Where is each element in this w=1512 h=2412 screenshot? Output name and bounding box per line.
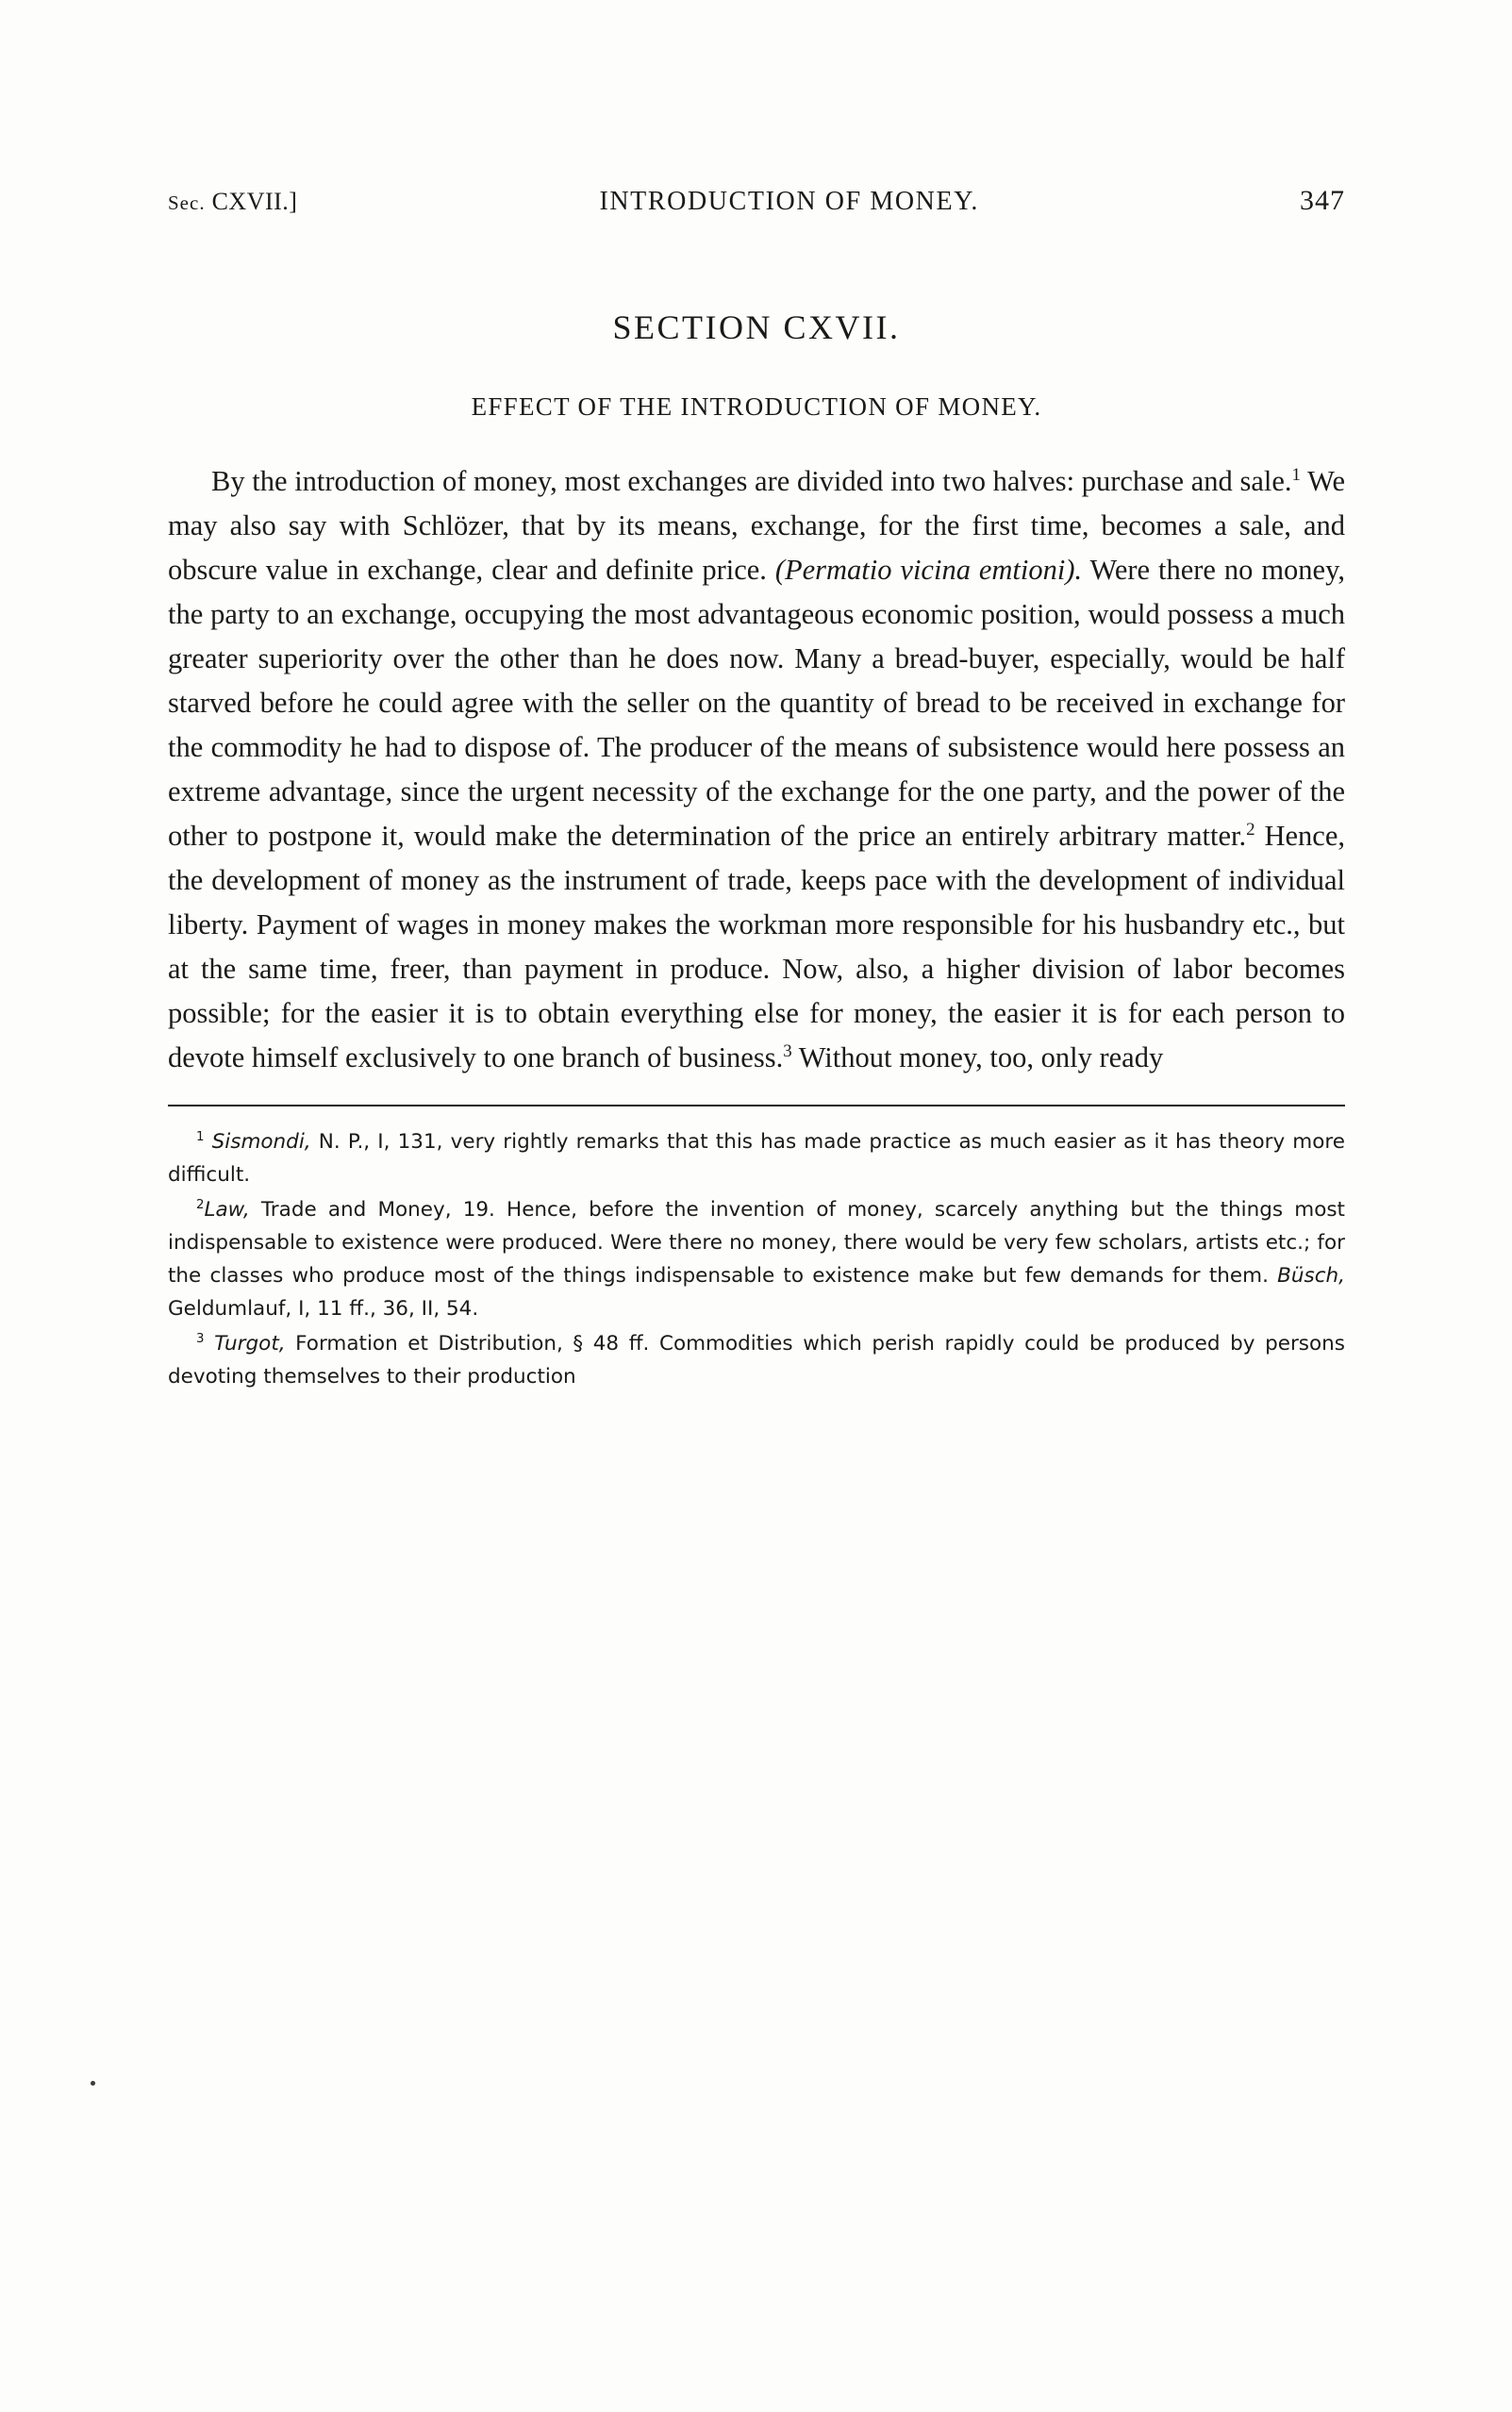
footnote-author-2: Law, <box>204 1198 250 1222</box>
page-number: 347 <box>1300 185 1345 216</box>
latin-phrase: (Permatio vicina emtioni). <box>774 554 1083 586</box>
footnote-ref-3[interactable]: 3 <box>783 1040 792 1061</box>
section-subtitle: EFFECT OF THE INTRODUCTION OF MONEY. <box>471 392 1042 421</box>
footnotes-block <box>168 1125 1345 1393</box>
footnote-item <box>168 1193 1345 1325</box>
footnote-marker-2: 2 <box>196 1197 205 1212</box>
footnote-author-1: Sismondi, <box>211 1130 311 1154</box>
body-text-part-1: By the introduction of money, most exchanges are divided into two halves: purchase and sale. <box>211 465 1292 497</box>
body-text-part-3: Were there no money, the party to an exchange, occupying the most advantageous economic position, would possess a much greater superiority over the other than he does now. Many a bread-buyer, especially, would be half starved before he could agree with the seller on the quantity of bread to be received in exchange for the commodity he had to dispose of. The producer of the means of subsistence would here possess an extreme advantage, since the urgent necessity of the exchange for the one party, and the power of the other to postpone it, would make the determination of the price an entirely arbitrary matter. <box>168 554 1345 852</box>
section-title: SECTION CXVII. <box>612 308 901 346</box>
running-head-title: INTRODUCTION OF MONEY. <box>599 187 980 216</box>
running-head-left <box>168 188 297 216</box>
body-text-part-4: Hence, the development of money as the instrument of trade, keeps pace with the development of individual liberty. Payment of wages in money makes the workman more responsible for his husbandry etc., but at the same time, freer, than payment in produce. Now, also, a higher division of labor becomes possible; for the easier it is to obtain everything else for money, the easier it is for each person to devote himself exclusively to one branch of business. <box>168 820 1345 1073</box>
footnote-divider <box>168 1105 1345 1106</box>
body-paragraph <box>168 459 1345 1080</box>
footnote-text-2b: Geldumlauf, I, 11 ff., 36, II, 54. <box>168 1297 479 1321</box>
footnote-author-2b: Büsch, <box>1277 1264 1345 1288</box>
stray-ink-mark <box>91 2081 95 2086</box>
footnote-author-3: Turgot, <box>214 1332 286 1356</box>
footnote-ref-1[interactable]: 1 <box>1291 464 1301 485</box>
body-text-part-2: We may also say with Schlözer, that by its means, exchange, for the first time, becomes a sale, and obscure value in exchange, clear and definite price. <box>168 465 1345 586</box>
footnote-marker-1: 1 <box>196 1129 205 1144</box>
footnote-marker-3: 3 <box>196 1331 205 1346</box>
page-content <box>168 185 1345 1395</box>
footnote-item <box>168 1327 1345 1393</box>
running-head <box>168 185 1345 217</box>
footnote-text-3: Formation et Distribution, § 48 ff. Commodities which perish rapidly could be produced by persons devoting themselves to their production <box>168 1332 1345 1389</box>
footnote-item <box>168 1125 1345 1191</box>
footnote-text-1: N. P., I, 131, very rightly remarks that this has made practice as much easier as it has theory more difficult. <box>168 1130 1346 1187</box>
running-head-sec-number: CXVII.] <box>205 188 298 215</box>
footnote-ref-2[interactable]: 2 <box>1246 819 1255 840</box>
running-head-sec-label: Sec. <box>168 191 206 214</box>
body-text-part-5: Without money, too, only ready <box>791 1041 1164 1073</box>
footnote-text-2: Trade and Money, 19. Hence, before the invention of money, scarcely anything but the things most indispensable to existence were produced. Were there no money, there would be very few scholars, artists etc.; for the classes who produce most of the things indispensable to existence make but few demands for them. <box>168 1198 1345 1288</box>
